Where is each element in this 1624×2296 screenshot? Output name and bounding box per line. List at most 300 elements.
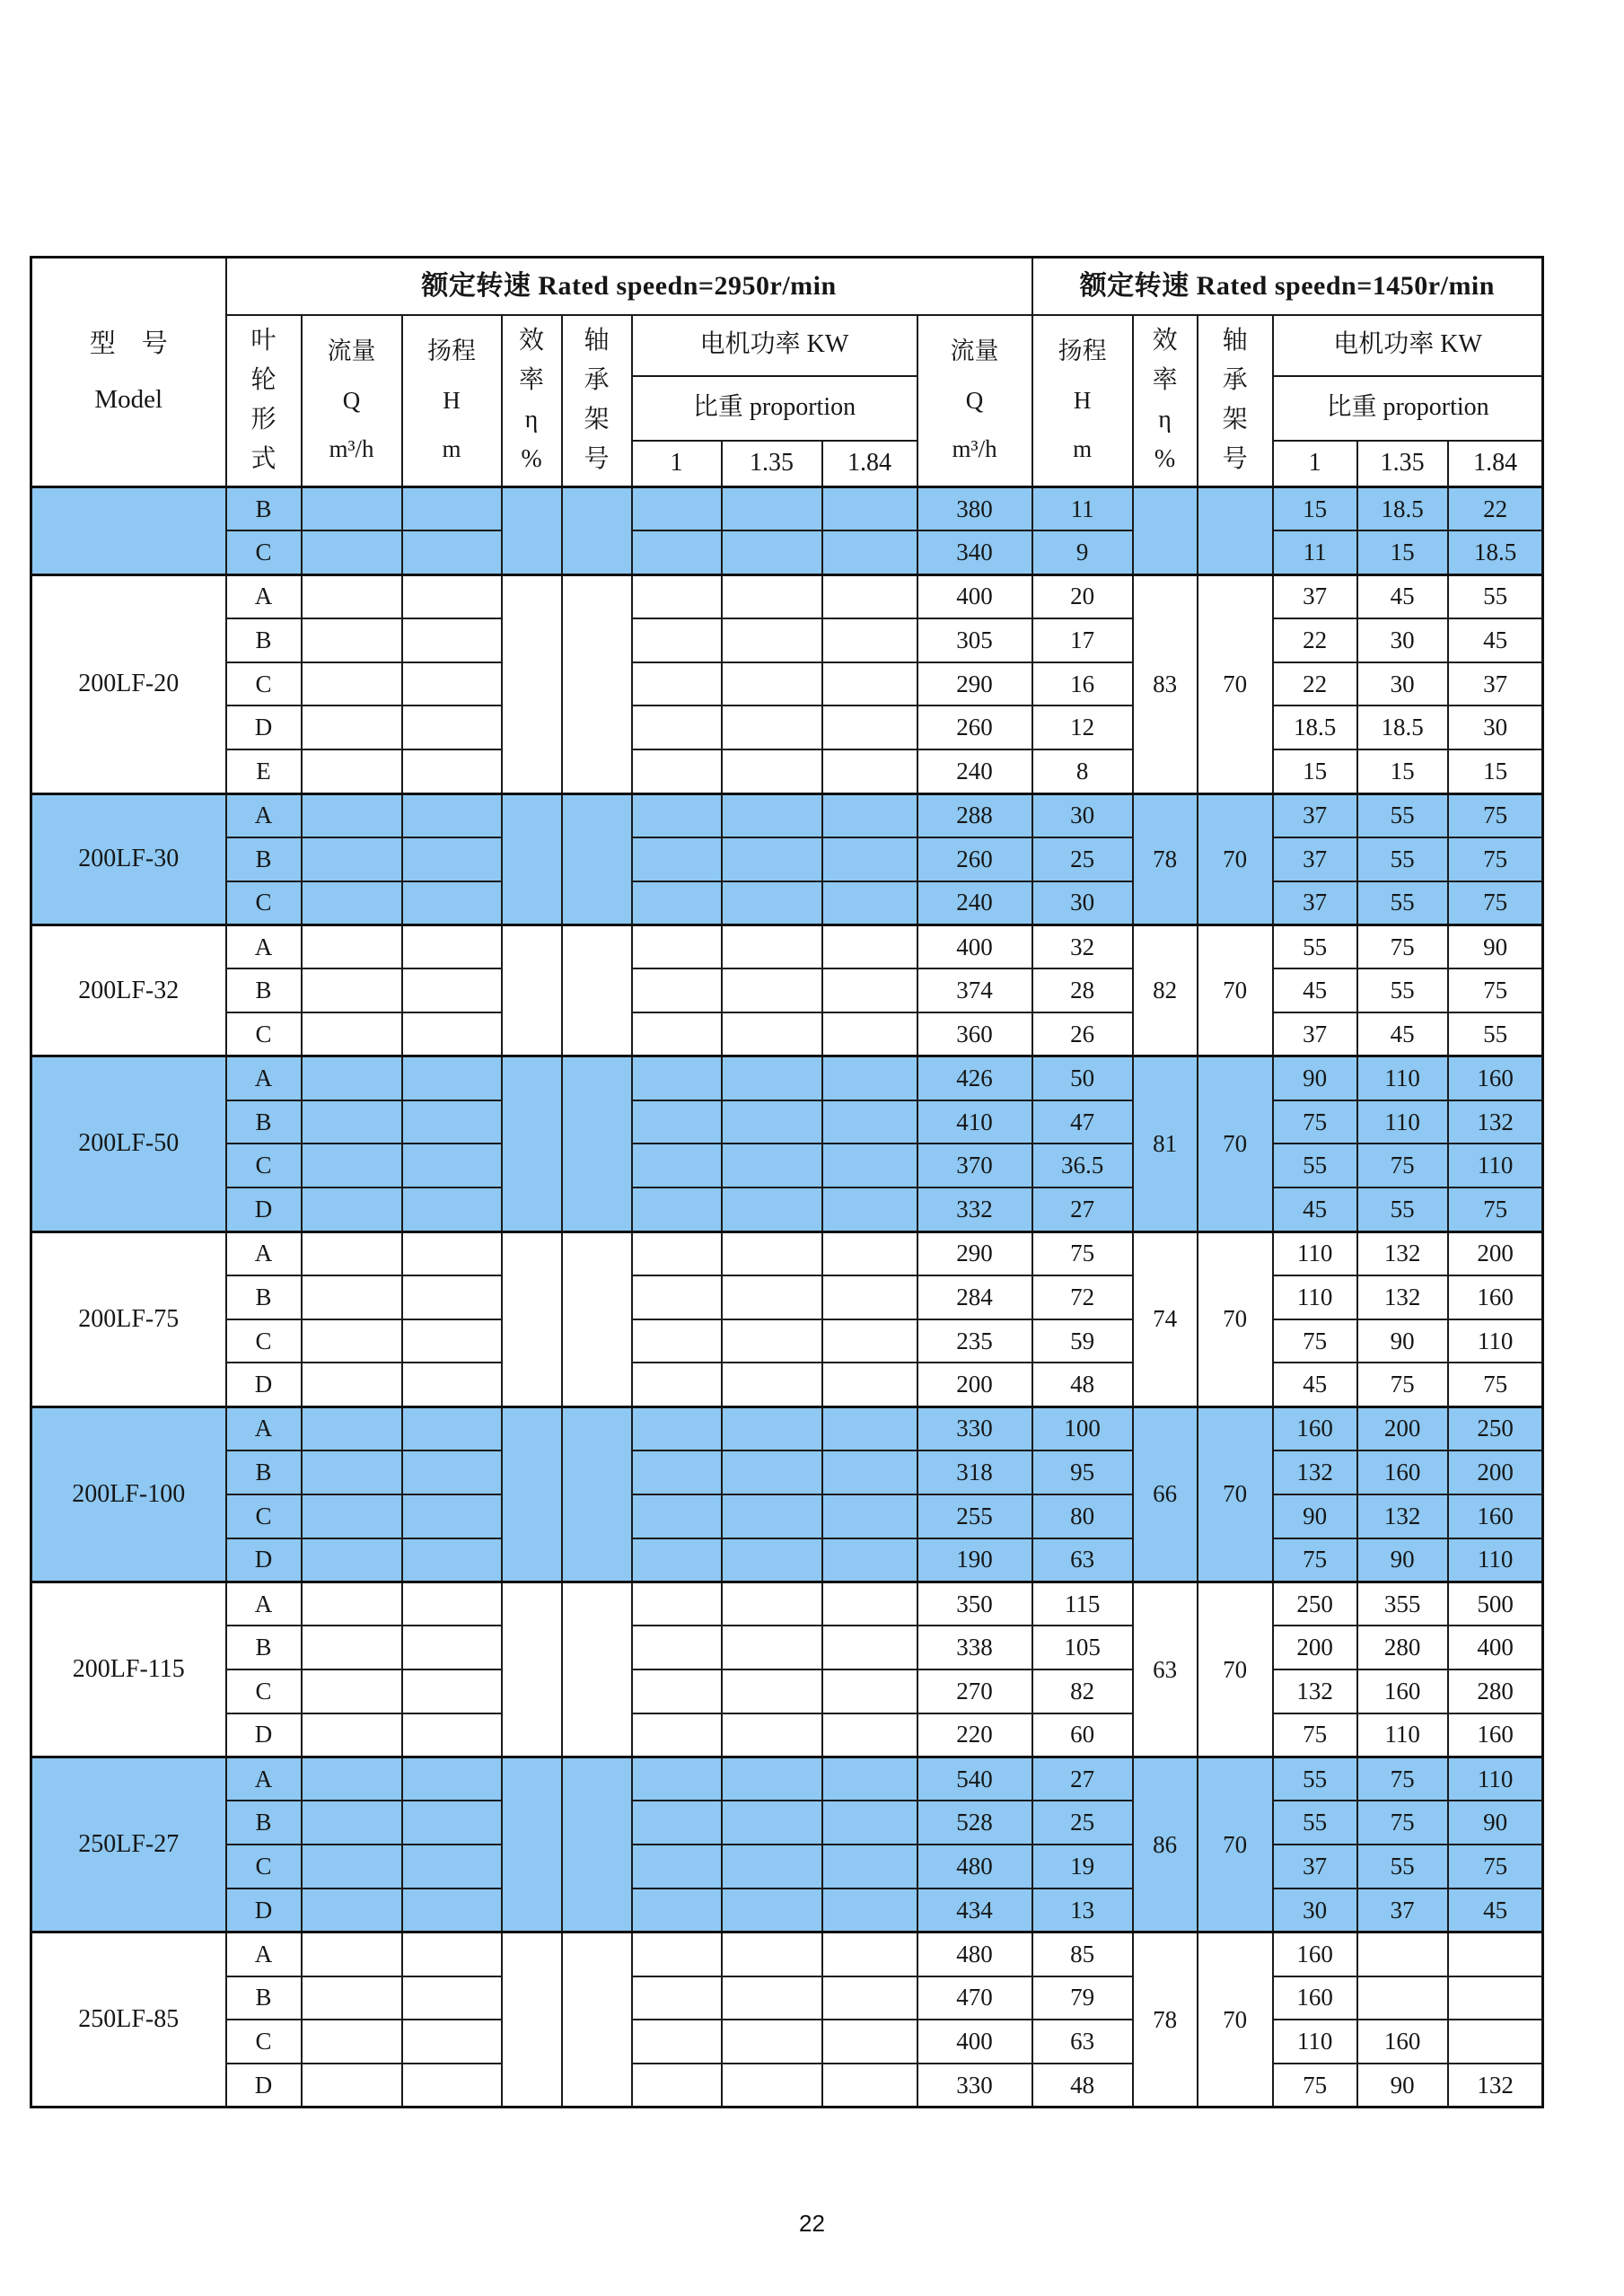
power-cell: 15	[1273, 487, 1357, 531]
head-cell: 105	[1032, 1626, 1133, 1669]
table-row	[31, 2020, 1543, 2064]
power-cell	[632, 1012, 722, 1056]
power-cell: 22	[1273, 618, 1357, 662]
eff-char: %	[1154, 445, 1176, 474]
flow-cell	[302, 1889, 402, 1932]
table-row	[31, 1144, 1543, 1187]
efficiency-cell: 74	[1133, 1231, 1198, 1407]
power-cell: 200	[1448, 1231, 1543, 1275]
efficiency-cell: 82	[1133, 925, 1198, 1056]
head-cell: 79	[1032, 1976, 1133, 2020]
header-proportion-1450: 比重 proportion	[1273, 376, 1543, 441]
flow-cell	[302, 925, 402, 968]
head-cell: 27	[1032, 1757, 1133, 1801]
power-cell	[632, 1056, 722, 1100]
head-cell: 60	[1032, 1713, 1133, 1757]
head-cell	[402, 2020, 502, 2064]
flow-cell: 470	[917, 1976, 1032, 2020]
table-row	[31, 1319, 1543, 1363]
bearing-cell: 70	[1198, 925, 1273, 1056]
impeller-cell: C	[226, 662, 302, 706]
power-cell	[822, 1757, 917, 1801]
power-cell	[632, 1538, 722, 1582]
bearing-cell	[562, 1056, 632, 1231]
power-cell	[722, 1450, 822, 1494]
flow-cell	[302, 1407, 402, 1450]
impeller-char: 轮	[250, 366, 277, 395]
power-cell	[632, 705, 722, 749]
flow-cell	[302, 1626, 402, 1669]
power-cell: 37	[1273, 1845, 1357, 1889]
head-cell	[402, 1889, 502, 1932]
power-cell	[632, 1845, 722, 1889]
efficiency-cell	[502, 1407, 562, 1582]
power-cell	[822, 1407, 917, 1450]
head-cell: 9	[1032, 530, 1133, 574]
power-cell	[822, 618, 917, 662]
head-cell	[402, 1450, 502, 1494]
bearing-cell: 70	[1198, 1056, 1273, 1231]
power-cell	[722, 1538, 822, 1582]
efficiency-cell	[502, 1757, 562, 1932]
efficiency-cell: 66	[1133, 1407, 1198, 1582]
flow-cell: 318	[917, 1450, 1032, 1494]
power-cell	[822, 1582, 917, 1626]
header-bearing-1450	[1198, 315, 1273, 487]
power-cell: 55	[1357, 1845, 1448, 1889]
impeller-cell: B	[226, 1275, 302, 1319]
power-cell	[722, 2020, 822, 2064]
head-cell: 75	[1032, 1231, 1133, 1275]
head-cell: 25	[1032, 1801, 1133, 1845]
power-cell: 110	[1448, 1319, 1543, 1363]
power-cell	[632, 1669, 722, 1713]
power-cell	[822, 1669, 917, 1713]
table-row	[31, 530, 1543, 574]
impeller-cell: B	[226, 1100, 302, 1144]
power-cell: 55	[1273, 1801, 1357, 1845]
head-cell: 30	[1032, 793, 1133, 837]
eff-char: 效	[518, 327, 544, 355]
header-flow-2950	[302, 315, 402, 487]
power-cell	[722, 487, 822, 531]
head-cell: 63	[1032, 1538, 1133, 1582]
eff-char: η	[1158, 406, 1172, 434]
proportion-value: 1.84	[822, 441, 917, 487]
power-cell	[722, 1144, 822, 1187]
flow-cell: 270	[917, 1669, 1032, 1713]
proportion-value: 1.35	[722, 441, 822, 487]
power-cell: 160	[1273, 1976, 1357, 2020]
power-cell: 37	[1273, 881, 1357, 925]
table-row	[31, 925, 1543, 968]
flow-cell: 290	[917, 1231, 1032, 1275]
flow-cell: 200	[917, 1363, 1032, 1407]
impeller-cell: C	[226, 530, 302, 574]
head-cell	[402, 2064, 502, 2108]
table-row	[31, 1932, 1543, 1976]
head-cell	[402, 1932, 502, 1976]
bearing-cell	[562, 1582, 632, 1757]
head-cell	[402, 1713, 502, 1757]
table-row	[31, 1407, 1543, 1450]
flow-cell	[302, 1932, 402, 1976]
head-cell: 48	[1032, 2064, 1133, 2108]
power-cell	[722, 1976, 822, 2020]
power-cell	[722, 1757, 822, 1801]
power-cell: 110	[1448, 1757, 1543, 1801]
section-title-1450: 额定转速 Rated speedn=1450r/min	[1032, 258, 1543, 315]
flow-cell	[302, 1100, 402, 1144]
head-line: m	[442, 435, 461, 463]
head-line: H	[443, 386, 461, 414]
impeller-cell: E	[226, 749, 302, 793]
model-cell: 200LF-30	[31, 793, 226, 925]
power-cell: 110	[1273, 2020, 1357, 2064]
head-cell: 50	[1032, 1056, 1133, 1100]
model-cell: 200LF-75	[31, 1231, 226, 1407]
power-cell	[722, 1231, 822, 1275]
flow-cell	[302, 487, 402, 531]
efficiency-cell	[502, 487, 562, 575]
power-cell: 22	[1448, 487, 1543, 531]
power-cell	[722, 1407, 822, 1450]
proportion-value: 1.84	[1448, 441, 1543, 487]
impeller-char: 形	[250, 406, 277, 434]
model-cell: 200LF-100	[31, 1407, 226, 1582]
flow-cell: 340	[917, 530, 1032, 574]
flow-cell	[302, 574, 402, 618]
power-cell: 90	[1448, 925, 1543, 968]
power-cell	[632, 1976, 722, 2020]
efficiency-cell	[502, 925, 562, 1056]
power-cell: 75	[1273, 1319, 1357, 1363]
power-cell: 110	[1448, 1538, 1543, 1582]
power-cell: 55	[1448, 574, 1543, 618]
power-cell: 37	[1357, 1889, 1448, 1932]
power-cell: 75	[1448, 837, 1543, 881]
power-cell: 15	[1357, 749, 1448, 793]
power-cell	[632, 968, 722, 1012]
power-cell: 30	[1273, 1889, 1357, 1932]
flow-line: m³/h	[329, 435, 374, 463]
flow-cell	[302, 881, 402, 925]
power-cell: 90	[1357, 2064, 1448, 2108]
table-row	[31, 1187, 1543, 1231]
power-cell	[1357, 1932, 1448, 1976]
flow-cell	[302, 1582, 402, 1626]
power-cell	[722, 1713, 822, 1757]
power-cell	[722, 1932, 822, 1976]
bearing-char: 架	[1222, 406, 1248, 434]
impeller-cell: A	[226, 574, 302, 618]
power-cell: 355	[1357, 1582, 1448, 1626]
bearing-char: 架	[584, 406, 610, 434]
efficiency-cell	[1133, 487, 1198, 575]
power-cell	[632, 662, 722, 706]
impeller-char: 式	[250, 445, 277, 474]
power-cell: 75	[1448, 1845, 1543, 1889]
flow-cell: 290	[917, 662, 1032, 706]
head-line: m	[1073, 435, 1093, 463]
power-cell	[632, 1144, 722, 1187]
head-cell	[402, 925, 502, 968]
power-cell: 75	[1357, 1757, 1448, 1801]
power-cell: 132	[1273, 1669, 1357, 1713]
model-cell: 200LF-20	[31, 574, 226, 793]
flow-cell: 240	[917, 881, 1032, 925]
model-cell: 200LF-50	[31, 1056, 226, 1231]
flow-cell	[302, 1363, 402, 1407]
impeller-cell: D	[226, 705, 302, 749]
head-cell: 11	[1032, 487, 1133, 531]
page-number: 22	[799, 2210, 825, 2237]
power-cell: 55	[1273, 1757, 1357, 1801]
bearing-cell: 70	[1198, 1407, 1273, 1582]
head-cell: 32	[1032, 925, 1133, 968]
power-cell: 55	[1273, 1144, 1357, 1187]
flow-cell: 235	[917, 1319, 1032, 1363]
power-cell: 11	[1273, 530, 1357, 574]
head-cell: 26	[1032, 1012, 1133, 1056]
power-cell	[632, 574, 722, 618]
head-cell	[402, 837, 502, 881]
power-cell: 250	[1273, 1582, 1357, 1626]
flow-cell	[302, 1450, 402, 1494]
power-cell: 75	[1448, 1187, 1543, 1231]
power-cell: 75	[1357, 1363, 1448, 1407]
head-cell	[402, 1757, 502, 1801]
power-cell	[722, 1801, 822, 1845]
head-cell: 36.5	[1032, 1144, 1133, 1187]
head-cell: 27	[1032, 1187, 1133, 1231]
head-cell: 85	[1032, 1932, 1133, 1976]
power-cell	[632, 1231, 722, 1275]
flow-cell	[302, 2020, 402, 2064]
power-cell	[632, 1801, 722, 1845]
table-row	[31, 1056, 1543, 1100]
impeller-cell: A	[226, 925, 302, 968]
power-cell	[722, 749, 822, 793]
head-cell	[402, 574, 502, 618]
header-bearing-2950	[562, 315, 632, 487]
power-cell: 37	[1273, 793, 1357, 837]
power-cell	[632, 1757, 722, 1801]
bearing-char: 轴	[584, 327, 610, 355]
table-row	[31, 2064, 1543, 2108]
table-row	[31, 1100, 1543, 1144]
power-cell: 18.5	[1273, 705, 1357, 749]
head-cell	[402, 1845, 502, 1889]
proportion-value: 1	[632, 441, 722, 487]
flow-cell: 255	[917, 1494, 1032, 1538]
flow-cell: 305	[917, 618, 1032, 662]
impeller-cell: D	[226, 1187, 302, 1231]
header-power-1450: 电机功率 KW	[1273, 315, 1543, 376]
power-cell	[822, 1100, 917, 1144]
flow-cell: 350	[917, 1582, 1032, 1626]
table-row	[31, 1626, 1543, 1669]
power-cell: 30	[1357, 618, 1448, 662]
flow-cell	[302, 1538, 402, 1582]
flow-cell: 332	[917, 1187, 1032, 1231]
flow-cell	[302, 1845, 402, 1889]
power-cell: 45	[1448, 618, 1543, 662]
power-cell: 75	[1273, 1538, 1357, 1582]
power-cell: 90	[1357, 1538, 1448, 1582]
head-cell	[402, 1669, 502, 1713]
head-cell: 82	[1032, 1669, 1133, 1713]
flow-line: 流量	[950, 337, 999, 364]
table-row	[31, 1801, 1543, 1845]
efficiency-cell: 86	[1133, 1757, 1198, 1932]
head-cell: 19	[1032, 1845, 1133, 1889]
flow-cell: 528	[917, 1801, 1032, 1845]
head-cell: 47	[1032, 1100, 1133, 1144]
head-cell	[402, 1582, 502, 1626]
head-cell	[402, 1626, 502, 1669]
proportion-value: 1	[1273, 441, 1357, 487]
bearing-cell	[562, 1231, 632, 1407]
power-cell: 75	[1273, 2064, 1357, 2108]
flow-cell: 400	[917, 574, 1032, 618]
power-cell: 90	[1273, 1494, 1357, 1538]
head-cell	[402, 1319, 502, 1363]
power-cell: 45	[1273, 1363, 1357, 1407]
head-cell	[402, 1231, 502, 1275]
bearing-char: 承	[1222, 366, 1248, 395]
bearing-cell	[562, 487, 632, 575]
power-cell: 160	[1357, 2020, 1448, 2064]
power-cell: 110	[1273, 1231, 1357, 1275]
head-cell: 8	[1032, 749, 1133, 793]
header-head-2950	[402, 315, 502, 487]
power-cell	[632, 1582, 722, 1626]
power-cell	[1448, 1932, 1543, 1976]
flow-cell	[302, 618, 402, 662]
power-cell: 280	[1448, 1669, 1543, 1713]
table-row	[31, 1889, 1543, 1932]
power-cell: 110	[1448, 1144, 1543, 1187]
table-row	[31, 705, 1543, 749]
power-cell	[822, 1450, 917, 1494]
table-row	[31, 1976, 1543, 2020]
bearing-cell	[562, 1932, 632, 2108]
impeller-cell: C	[226, 1494, 302, 1538]
power-cell	[722, 1275, 822, 1319]
power-cell	[722, 705, 822, 749]
bearing-cell	[562, 1757, 632, 1932]
power-cell	[822, 1231, 917, 1275]
impeller-cell: A	[226, 793, 302, 837]
power-cell: 22	[1273, 662, 1357, 706]
power-cell: 160	[1273, 1932, 1357, 1976]
power-cell	[722, 574, 822, 618]
head-line: H	[1073, 386, 1092, 414]
table-row	[31, 1538, 1543, 1582]
flow-cell: 434	[917, 1889, 1032, 1932]
flow-cell	[302, 1231, 402, 1275]
table-row	[31, 1494, 1543, 1538]
power-cell	[822, 705, 917, 749]
section-title-2950: 额定转速 Rated speedn=2950r/min	[226, 258, 1032, 315]
header-head-1450	[1032, 315, 1133, 487]
power-cell	[822, 1144, 917, 1187]
flow-cell	[302, 749, 402, 793]
head-cell: 48	[1032, 1363, 1133, 1407]
power-cell	[722, 1100, 822, 1144]
power-cell: 280	[1357, 1626, 1448, 1669]
impeller-cell: B	[226, 487, 302, 531]
flow-cell	[302, 705, 402, 749]
power-cell	[632, 1626, 722, 1669]
power-cell	[822, 1494, 917, 1538]
power-cell	[632, 1932, 722, 1976]
flow-cell: 480	[917, 1845, 1032, 1889]
power-cell: 132	[1357, 1275, 1448, 1319]
power-cell: 75	[1273, 1713, 1357, 1757]
impeller-cell: D	[226, 1363, 302, 1407]
efficiency-cell	[502, 1582, 562, 1757]
power-cell: 15	[1273, 749, 1357, 793]
head-cell	[402, 1538, 502, 1582]
power-cell: 75	[1357, 1144, 1448, 1187]
impeller-cell: C	[226, 881, 302, 925]
power-cell: 132	[1273, 1450, 1357, 1494]
head-cell	[402, 1100, 502, 1144]
header-proportion-2950: 比重 proportion	[632, 376, 917, 441]
power-cell: 55	[1357, 793, 1448, 837]
power-cell	[722, 1056, 822, 1100]
model-cell: 200LF-115	[31, 1582, 226, 1757]
head-cell	[402, 662, 502, 706]
power-cell	[722, 662, 822, 706]
bearing-cell	[562, 925, 632, 1056]
power-cell	[822, 530, 917, 574]
flow-cell: 260	[917, 705, 1032, 749]
power-cell: 75	[1448, 968, 1543, 1012]
head-cell	[402, 1012, 502, 1056]
bearing-char: 号	[584, 445, 610, 474]
impeller-cell: B	[226, 1626, 302, 1669]
head-cell: 16	[1032, 662, 1133, 706]
bearing-cell: 70	[1198, 1757, 1273, 1932]
impeller-cell: C	[226, 1845, 302, 1889]
head-cell	[402, 793, 502, 837]
flow-cell: 288	[917, 793, 1032, 837]
power-cell: 160	[1357, 1450, 1448, 1494]
flow-cell: 338	[917, 1626, 1032, 1669]
power-cell: 18.5	[1448, 530, 1543, 574]
power-cell: 75	[1357, 1801, 1448, 1845]
flow-cell	[302, 662, 402, 706]
spec-table-body	[31, 487, 1543, 2108]
flow-cell: 374	[917, 968, 1032, 1012]
head-cell: 115	[1032, 1582, 1133, 1626]
bearing-cell	[562, 1407, 632, 1582]
table-row	[31, 1275, 1543, 1319]
power-cell: 15	[1448, 749, 1543, 793]
power-cell: 500	[1448, 1582, 1543, 1626]
power-cell	[632, 749, 722, 793]
power-cell: 90	[1448, 1801, 1543, 1845]
model-cell: 250LF-85	[31, 1932, 226, 2108]
impeller-cell: D	[226, 1713, 302, 1757]
efficiency-cell: 63	[1133, 1582, 1198, 1757]
flow-cell	[302, 1144, 402, 1187]
power-cell: 90	[1357, 1319, 1448, 1363]
flow-cell: 190	[917, 1538, 1032, 1582]
